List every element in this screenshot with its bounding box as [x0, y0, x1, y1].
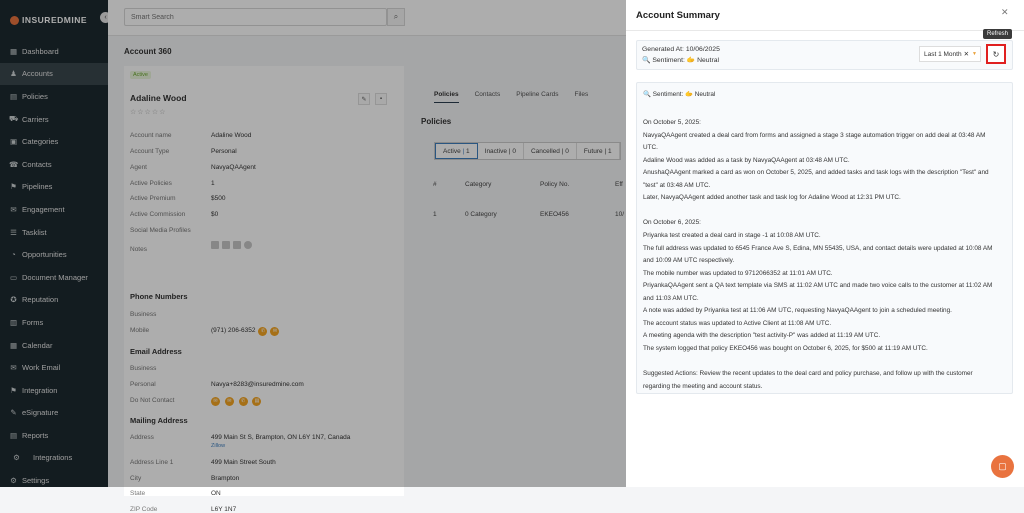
- mailing-section-title: Mailing Address: [130, 416, 188, 425]
- row-index: 1: [433, 211, 437, 218]
- address-label: Address: [130, 434, 154, 441]
- field-value: 499 Main Street South: [211, 459, 276, 466]
- field-label: Agent: [130, 164, 147, 171]
- field-value: Adaline Wood: [211, 132, 252, 139]
- contacts-icon: ☎: [9, 159, 19, 169]
- summary-line: PriyankaQAAgent sent a QA text template via SMS at 11:02 AM UTC and made two voice calls to the customer at 11:02 AM: [643, 282, 993, 290]
- chevron-down-icon: ▼: [972, 51, 977, 57]
- summary-sentiment: Sentiment: 🫱 Neutral: [652, 91, 716, 98]
- esignature-icon: ✎: [10, 408, 17, 418]
- calendar-icon: ▦: [9, 340, 18, 350]
- field-value: L6Y 1N7: [211, 506, 237, 513]
- sidebar-item-label: Accounts: [22, 69, 53, 79]
- pipelines-icon: ⚑: [10, 182, 17, 192]
- summary-line: A meeting agenda with the description "test activity-P" was added at 11:19 AM UTC.: [643, 332, 881, 340]
- field-label: Notes: [130, 246, 147, 253]
- sidebar-item-label: eSignature: [22, 408, 59, 418]
- refresh-button[interactable]: [986, 44, 1006, 64]
- sidebar-item-label: Integrations: [33, 453, 73, 463]
- field-label: Active Commission: [130, 211, 186, 218]
- sidebar-item-label: Calendar: [22, 340, 53, 350]
- engagement-icon: ✉: [10, 204, 17, 214]
- tab-files[interactable]: Files: [574, 91, 589, 98]
- opportunities-icon: ◔: [11, 250, 16, 260]
- summary-content-box: [636, 82, 1013, 394]
- sidebar-item-label: Policies: [22, 91, 48, 101]
- field-label: ZIP Code: [130, 506, 158, 513]
- rating-stars-icon[interactable]: ☆☆☆☆☆: [130, 109, 167, 116]
- carriers-icon: ⛟: [9, 114, 19, 124]
- filter-future[interactable]: Future | 1: [577, 143, 620, 159]
- summary-line: The system logged that policy EKEO456 was bought on October 6, 2025, for $500 at 11:19 AM UTC.: [643, 344, 928, 352]
- phone-business-label: Business: [130, 311, 157, 318]
- field-value: 1: [211, 180, 215, 187]
- sidebar-item-label: Document Manager: [22, 272, 88, 282]
- summary-line: Suggested Actions: Review the recent updates to the deal card and policy purchase, and follow up with the customer: [643, 370, 973, 377]
- sidebar-item-label: Contacts: [22, 159, 52, 169]
- summary-line: and 11:03 AM UTC.: [643, 294, 699, 302]
- brand-name: INSUREDMINE: [22, 15, 88, 25]
- delete-icon[interactable]: ▪: [375, 93, 387, 105]
- refresh-icon: ↻: [992, 49, 1000, 59]
- field-label: Address Line 1: [130, 459, 174, 466]
- sentiment-label: Sentiment: 🫱 Neutral: [652, 57, 720, 64]
- account-name: Adaline Wood: [130, 93, 187, 103]
- call-icon[interactable]: ✆: [258, 327, 267, 336]
- summary-line: UTC.: [643, 144, 658, 152]
- sms-icon[interactable]: ✉: [270, 327, 279, 336]
- categories-icon: ▣: [9, 137, 18, 147]
- edit-icon[interactable]: ✎: [358, 93, 370, 105]
- dnc-call-icon[interactable]: ✆: [239, 397, 248, 406]
- field-label: Social Media Profiles: [130, 227, 191, 234]
- account-summary-drawer: [626, 0, 1024, 487]
- sidebar-item-label: Tasklist: [22, 227, 47, 237]
- integrations-icon: ⚙: [13, 453, 20, 463]
- field-value: NavyaQAAgent: [211, 164, 256, 171]
- policies-icon: ▤: [9, 91, 18, 101]
- search-icon: 🔍: [643, 91, 651, 98]
- summary-line: The mobile number was updated to 9712066352 at 11:01 AM UTC.: [643, 269, 833, 277]
- sidebar-collapse-button[interactable]: ‹: [100, 12, 111, 23]
- generated-info-box: [636, 40, 1013, 70]
- settings-icon: ⚙: [10, 476, 17, 486]
- field-value: Brampton: [211, 475, 240, 482]
- email-business-label: Business: [130, 365, 157, 372]
- date-range-select[interactable]: Last 1 Month ✕ ▼: [919, 46, 981, 62]
- phone-section-title: Phone Numbers: [130, 292, 188, 301]
- field-value: $0: [211, 211, 219, 218]
- search-icon[interactable]: ⌕: [387, 8, 405, 26]
- dnc-sms-icon[interactable]: ✉: [225, 397, 234, 406]
- forms-icon: ▥: [9, 317, 18, 327]
- row-policy-no-link[interactable]: EKEO456: [540, 211, 569, 218]
- summary-line: A note was added by Priyanka test at 11:06 AM UTC, requesting NavyaQAAgent to join a scheduled meeting.: [643, 307, 952, 315]
- summary-line: and 10:09 AM UTC respectively.: [643, 257, 735, 265]
- summary-line: regarding the meeting and account status.: [643, 382, 763, 390]
- address-value[interactable]: 499 Main St S, Brampton, ON L6Y 1N7, Canada: [211, 434, 351, 441]
- email-personal-value[interactable]: Navya+8283@insuredmine.com: [211, 381, 304, 388]
- phone-mobile-value[interactable]: (971) 206-6352: [211, 327, 256, 334]
- row-category: 0 Category: [465, 211, 497, 218]
- field-value: $500: [211, 195, 226, 202]
- col-header-policy-no[interactable]: Policy No.: [540, 181, 570, 188]
- email-personal-label: Personal: [130, 381, 156, 388]
- summary-line: The full address was updated to 6545 France Ave S, Edina, MN 55435, USA, and contact details were updated at 10:08 AM: [643, 244, 993, 252]
- summary-line: On October 6, 2025:: [643, 219, 701, 227]
- policies-title: Policies: [421, 117, 452, 126]
- dnc-email-icon[interactable]: ✉: [211, 397, 220, 406]
- close-icon[interactable]: ✕: [1001, 7, 1009, 17]
- sidebar-item-label: Forms: [22, 317, 44, 327]
- sidebar-item-label: Reputation: [22, 295, 59, 305]
- status-badge: Active: [130, 71, 151, 79]
- tab-pipeline-cards[interactable]: Pipeline Cards: [516, 91, 559, 98]
- zillow-link[interactable]: Zillow: [211, 443, 226, 449]
- filter-inactive[interactable]: Inactive | 0: [478, 143, 524, 159]
- field-value: Personal: [211, 148, 237, 155]
- email-icon: ✉: [10, 363, 17, 373]
- integration-icon: ⚑: [10, 385, 17, 395]
- dashboard-icon: ▦: [9, 46, 18, 56]
- sidebar-item-label: Integration: [22, 385, 58, 395]
- refresh-tooltip: Refresh: [983, 29, 1012, 39]
- summary-line: Later, NavyaQAAgent added another task and task log for Adaline Wood at 12:31 PM UTC.: [643, 194, 901, 202]
- sidebar-item-label: Categories: [22, 137, 59, 147]
- sidebar-item-label: Work Email: [22, 363, 61, 373]
- field-label: Active Policies: [130, 180, 172, 187]
- do-not-contact-label: Do Not Contact: [130, 397, 175, 404]
- phone-mobile-label: Mobile: [130, 327, 150, 334]
- filter-active[interactable]: Active | 1: [435, 143, 478, 159]
- summary-line: NavyaQAAgent created a deal card from forms and assigned a stage 3 stage automation trigger on add deal at 03:48 AM: [643, 131, 986, 139]
- divider: [626, 30, 1024, 31]
- generated-at: Generated At: 10/06/2025: [642, 46, 720, 53]
- reports-icon: ▤: [9, 430, 18, 440]
- document-icon: ▭: [9, 272, 18, 282]
- page-title: Account 360: [124, 47, 172, 56]
- sidebar-item-label: Engagement: [22, 204, 65, 214]
- summary-line: On October 5, 2025:: [643, 119, 701, 126]
- email-section-title: Email Address: [130, 347, 182, 356]
- chat-widget-icon[interactable]: ▢: [991, 455, 1014, 478]
- summary-line: Priyanka test created a deal card in stage -1 at 10:08 AM UTC.: [643, 231, 821, 239]
- tasklist-icon: ☰: [10, 227, 17, 237]
- filter-cancelled[interactable]: Cancelled | 0: [524, 143, 577, 159]
- tab-policies[interactable]: Policies: [434, 91, 459, 103]
- field-label: Account Type: [130, 148, 170, 155]
- address-field-row: [130, 490, 400, 497]
- sidebar-item-label: Reports: [22, 430, 49, 440]
- dnc-mail-icon[interactable]: ▤: [252, 397, 261, 406]
- summary-line: AnushaQAAgent marked a card as won on October 5, 2025, and added tasks and task logs with the description "Test" and: [643, 169, 989, 177]
- field-label: State: [130, 490, 146, 497]
- summary-line: Adaline Wood was added as a task by NavyaQAAgent at 03:48 AM UTC.: [643, 156, 850, 164]
- summary-line: The account status was updated to Active Client at 11:08 AM UTC.: [643, 319, 832, 327]
- field-value: ON: [211, 490, 221, 497]
- col-header-category[interactable]: Category: [465, 181, 492, 188]
- field-label: Active Premium: [130, 195, 176, 202]
- col-header-index: #: [433, 181, 437, 188]
- address-field-row: [130, 506, 400, 513]
- row-eff: 10/: [615, 211, 625, 218]
- col-header-eff[interactable]: Eff: [615, 181, 623, 188]
- search-icon: 🔍: [642, 57, 651, 64]
- field-label: Account name: [130, 132, 172, 139]
- reputation-icon: ✪: [10, 295, 17, 305]
- tab-contacts[interactable]: Contacts: [474, 91, 501, 98]
- sidebar-item-label: Dashboard: [22, 46, 59, 56]
- field-label: City: [130, 475, 142, 482]
- drawer-title: Account Summary: [636, 10, 720, 21]
- sidebar-item-label: Opportunities: [22, 250, 67, 260]
- sidebar-item-label: Settings: [22, 476, 50, 486]
- sidebar-item-label: Pipelines: [22, 182, 53, 192]
- sidebar-item-label: Carriers: [22, 114, 49, 124]
- summary-line: "test" at 03:48 AM UTC.: [643, 181, 711, 189]
- accounts-icon: ♟: [10, 69, 17, 79]
